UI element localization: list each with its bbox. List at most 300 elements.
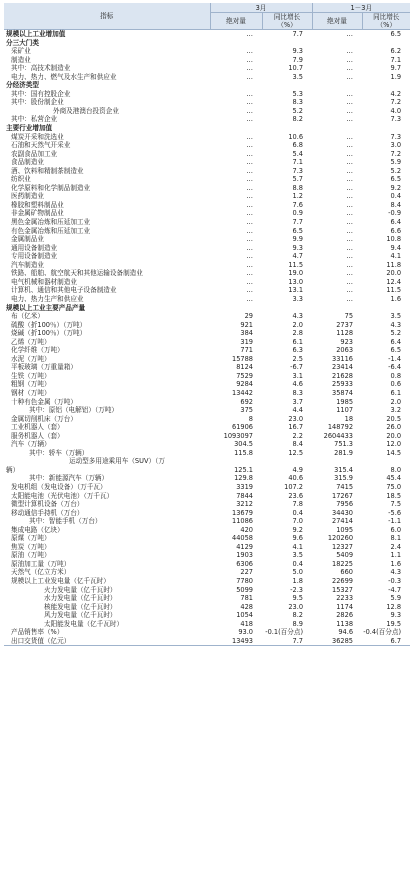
table-row bbox=[4, 90, 410, 99]
march-absolute: … bbox=[246, 226, 253, 235]
march-absolute: 7780 bbox=[236, 577, 253, 585]
indicator-name: 水力发电量（亿千瓦时） bbox=[44, 594, 117, 603]
march-growth: 0.4 bbox=[292, 559, 304, 568]
indicator-name: 其中：私营企业 bbox=[11, 115, 58, 124]
table-row bbox=[4, 175, 410, 184]
march-growth: 13.0 bbox=[288, 277, 304, 286]
indicator-name: 布（亿米） bbox=[11, 312, 44, 321]
q1-absolute: … bbox=[346, 218, 354, 227]
march-absolute: … bbox=[246, 269, 253, 278]
march-absolute: 384 bbox=[240, 329, 253, 338]
q1-growth: 4.3 bbox=[390, 320, 402, 329]
q1-growth: 3.0 bbox=[390, 141, 402, 150]
march-growth: 2.2 bbox=[292, 431, 304, 440]
march-absolute: … bbox=[246, 235, 253, 244]
q1-growth: 6.4 bbox=[390, 337, 402, 346]
q1-growth bbox=[362, 457, 410, 466]
q1-absolute: 1107 bbox=[336, 406, 354, 415]
q1-growth: 6.0 bbox=[390, 525, 402, 534]
q1-absolute: … bbox=[346, 175, 354, 184]
table-row bbox=[4, 363, 410, 372]
indicator-name: 专用设备制造业 bbox=[11, 252, 58, 261]
march-growth: 7.7 bbox=[262, 637, 312, 646]
march-absolute: 418 bbox=[240, 619, 253, 628]
q1-growth: 6.5 bbox=[390, 346, 402, 355]
q1-growth: -0.3 bbox=[388, 577, 402, 585]
march-growth: 1.2 bbox=[292, 192, 304, 201]
table-row bbox=[4, 167, 410, 176]
march-growth: 6.1 bbox=[292, 337, 304, 346]
march-growth: 8.4 bbox=[292, 440, 304, 449]
march-growth: 8.3 bbox=[292, 388, 304, 397]
table-row bbox=[4, 304, 410, 313]
table-row bbox=[4, 380, 410, 389]
q1-growth: 11.8 bbox=[386, 260, 402, 269]
q1-absolute: 33116 bbox=[332, 354, 354, 363]
table-row bbox=[4, 150, 410, 159]
march-growth: 7.6 bbox=[292, 200, 304, 209]
march-growth: 3.7 bbox=[292, 397, 304, 406]
q1-absolute: 35874 bbox=[332, 388, 354, 397]
table-row bbox=[4, 423, 410, 432]
march-absolute: … bbox=[246, 260, 253, 269]
q1-growth: 11.5 bbox=[386, 286, 402, 295]
table-row bbox=[4, 611, 410, 620]
q1-growth: 9.4 bbox=[390, 243, 402, 252]
q1-growth: 6.6 bbox=[390, 226, 402, 235]
march-absolute: 9284 bbox=[236, 380, 253, 389]
q1-growth: 8.0 bbox=[390, 465, 402, 474]
indicator-name: 原煤（万吨） bbox=[11, 534, 51, 543]
march-absolute: 7529 bbox=[236, 371, 253, 380]
table-row bbox=[4, 30, 410, 39]
march-growth: 2.8 bbox=[292, 329, 304, 338]
table-header bbox=[4, 3, 410, 30]
march-growth: 9.3 bbox=[292, 243, 304, 252]
table-row bbox=[4, 620, 410, 629]
march-absolute: 93.0 bbox=[238, 628, 253, 637]
indicator-name: 微型计算机设备（万台） bbox=[11, 500, 84, 509]
q1-growth: -5.6 bbox=[388, 508, 402, 517]
q1-absolute: … bbox=[346, 252, 354, 261]
indicator-name: 分三大门类 bbox=[6, 38, 39, 47]
q1-growth: 2.4 bbox=[390, 542, 402, 551]
indicator-name: 石油和天然气开采业 bbox=[11, 141, 71, 150]
table-row bbox=[4, 534, 410, 543]
march-absolute: … bbox=[246, 158, 253, 167]
march-growth: 23.6 bbox=[288, 491, 304, 500]
q1-growth: 18.5 bbox=[386, 491, 402, 500]
table-row bbox=[4, 184, 410, 193]
table-row bbox=[4, 603, 410, 612]
indicator-name: 烧碱（折100％）（万吨） bbox=[11, 329, 87, 338]
q1-absolute: … bbox=[346, 166, 354, 175]
q1-absolute: … bbox=[346, 141, 354, 150]
q1-growth: -6.4 bbox=[388, 363, 402, 372]
table-row bbox=[4, 577, 410, 586]
march-absolute: … bbox=[246, 55, 253, 64]
march-growth: 0.4 bbox=[292, 508, 304, 517]
table-row bbox=[4, 81, 410, 90]
indicator-name bbox=[4, 457, 210, 466]
table-row bbox=[4, 594, 410, 603]
table-row bbox=[4, 47, 410, 56]
march-growth: 6.3 bbox=[292, 346, 304, 355]
q1-growth: 0.4 bbox=[390, 192, 402, 201]
march-growth: 0.9 bbox=[292, 209, 304, 218]
q1-growth: 6.7 bbox=[362, 637, 410, 646]
q1-growth: 9.2 bbox=[390, 183, 402, 192]
q1-absolute: … bbox=[346, 260, 354, 269]
growth-header-unit: （%） bbox=[376, 21, 396, 29]
q1-absolute: … bbox=[346, 98, 354, 107]
growth-header-label: 同比增长 bbox=[373, 13, 400, 21]
growth-header-march bbox=[262, 13, 312, 30]
indicator-name: 农副食品加工业 bbox=[11, 149, 58, 158]
march-absolute: … bbox=[246, 115, 253, 124]
q1-growth: 3.2 bbox=[390, 406, 402, 415]
march-growth: 3.1 bbox=[292, 371, 304, 380]
indicator-name: 医药制造业 bbox=[11, 192, 44, 201]
indicator-name: 电力、热力生产和供应业 bbox=[11, 294, 84, 303]
q1-absolute: 34430 bbox=[332, 508, 354, 517]
march-absolute: 692 bbox=[240, 397, 253, 406]
indicator-name: 非金属矿物制品业 bbox=[11, 209, 64, 218]
q1-absolute: … bbox=[346, 132, 354, 141]
table-row bbox=[4, 474, 410, 483]
q1-growth: 7.1 bbox=[390, 55, 402, 64]
march-absolute: 375 bbox=[240, 406, 253, 415]
indicator-name: 其中：股份制企业 bbox=[11, 98, 64, 107]
q1-absolute: 25933 bbox=[332, 380, 354, 389]
table-row bbox=[4, 389, 410, 398]
march-absolute: … bbox=[246, 209, 253, 218]
march-growth: 3.3 bbox=[292, 294, 304, 303]
march-absolute bbox=[210, 457, 262, 466]
table-row bbox=[4, 509, 410, 518]
march-growth: 40.6 bbox=[288, 474, 304, 483]
table-row bbox=[4, 321, 410, 330]
table-row bbox=[4, 295, 410, 304]
table-row bbox=[4, 398, 410, 407]
march-absolute: 3212 bbox=[236, 500, 253, 509]
march-absolute: … bbox=[246, 252, 253, 261]
table-row bbox=[4, 457, 410, 466]
march-absolute bbox=[210, 304, 262, 313]
indicator-name: 粗钢（万吨） bbox=[11, 380, 51, 389]
q1-absolute: 923 bbox=[340, 337, 354, 346]
table-row bbox=[4, 141, 410, 150]
indicator-name: 出口交货值（亿元） bbox=[4, 637, 210, 646]
march-growth bbox=[262, 304, 312, 313]
q1-absolute: 1985 bbox=[336, 397, 354, 406]
q1-growth: 26.0 bbox=[386, 423, 402, 432]
q1-growth: 12.8 bbox=[386, 602, 402, 611]
march-growth: 5.4 bbox=[292, 149, 304, 158]
indicator-name: 黑色金属冶炼和压延加工业 bbox=[11, 218, 91, 227]
q1-growth: 7.3 bbox=[390, 115, 402, 124]
indicator-name: 电气机械和器材制造业 bbox=[11, 277, 77, 286]
march-growth: 4.6 bbox=[292, 380, 304, 389]
indicator-name: 其中：原铝（电解铝）（万吨） bbox=[29, 406, 119, 415]
q1-absolute: 2233 bbox=[336, 594, 354, 603]
q1-absolute: … bbox=[346, 72, 354, 81]
indicator-name: 钢材（万吨） bbox=[11, 388, 51, 397]
table-row bbox=[4, 115, 410, 124]
q1-absolute bbox=[312, 81, 362, 90]
table-row bbox=[4, 329, 410, 338]
growth-header-label: 同比增长 bbox=[273, 13, 301, 21]
table-row bbox=[4, 252, 410, 261]
table-row bbox=[4, 637, 410, 646]
indicator-name: 主要行业增加值 bbox=[6, 124, 53, 133]
indicator-name: 天然气（亿立方米） bbox=[11, 568, 71, 577]
q1-absolute: … bbox=[346, 294, 354, 303]
march-growth: 7.9 bbox=[292, 55, 304, 64]
march-absolute: 125.1 bbox=[234, 465, 253, 474]
march-growth: 3.5 bbox=[292, 551, 304, 560]
table-row bbox=[4, 64, 410, 73]
march-absolute: 420 bbox=[240, 525, 253, 534]
indicator-name: 乙烯（万吨） bbox=[11, 337, 51, 346]
q1-growth bbox=[362, 81, 410, 90]
q1-growth: 5.9 bbox=[390, 158, 402, 167]
march-absolute: 11086 bbox=[232, 517, 253, 526]
table-row bbox=[4, 98, 410, 107]
q1-growth: -0.9 bbox=[388, 209, 402, 218]
q1-absolute: … bbox=[346, 115, 354, 124]
q1-growth: 14.5 bbox=[386, 448, 402, 457]
march-growth: 23.0 bbox=[288, 602, 304, 611]
march-absolute: 304.5 bbox=[234, 440, 253, 449]
table-row bbox=[4, 406, 410, 415]
q1-absolute: 75 bbox=[344, 312, 354, 321]
march-absolute: 781 bbox=[240, 594, 253, 603]
march-absolute: … bbox=[246, 286, 253, 295]
march-absolute: … bbox=[246, 277, 253, 286]
march-growth: 7.0 bbox=[292, 517, 304, 526]
q1-absolute: 7415 bbox=[336, 482, 354, 491]
indicator-name: 橡胶和塑料制品业 bbox=[11, 200, 64, 209]
march-absolute: 771 bbox=[240, 346, 253, 355]
march-growth: 4.1 bbox=[292, 542, 304, 551]
march-growth: 16.7 bbox=[288, 423, 304, 432]
q1-absolute: … bbox=[346, 269, 354, 278]
q1-absolute: 17267 bbox=[332, 491, 354, 500]
q1-growth: 6.1 bbox=[390, 388, 402, 397]
march-growth: 9.5 bbox=[292, 594, 304, 603]
q1-growth: 1.6 bbox=[390, 294, 402, 303]
q1-absolute: … bbox=[346, 89, 354, 98]
indicator-name: 原油加工量（万吨） bbox=[11, 559, 71, 568]
q1-absolute: 22699 bbox=[332, 577, 354, 585]
table-row bbox=[4, 133, 410, 142]
q1-growth: 20.0 bbox=[386, 269, 402, 278]
march-absolute: 319 bbox=[240, 337, 253, 346]
march-growth: 8.3 bbox=[292, 98, 304, 107]
table-row bbox=[4, 209, 410, 218]
q1-growth: 6.4 bbox=[390, 218, 402, 227]
march-growth: 7.1 bbox=[292, 158, 304, 167]
march-absolute: 8 bbox=[248, 414, 253, 423]
q1-absolute: 1174 bbox=[336, 602, 354, 611]
indicator-name: 水泥（万吨） bbox=[11, 354, 51, 363]
march-absolute: 8124 bbox=[236, 363, 253, 372]
indicator-name: 平板玻璃（万重量箱） bbox=[11, 363, 77, 372]
q1-growth: 12.0 bbox=[386, 440, 402, 449]
march-growth: 7.8 bbox=[292, 500, 304, 509]
march-absolute: 13679 bbox=[232, 508, 253, 517]
table-row bbox=[4, 39, 410, 48]
march-absolute: … bbox=[246, 30, 253, 38]
indicator-name: 十种有色金属（万吨） bbox=[11, 397, 77, 406]
table-row bbox=[4, 201, 410, 210]
q1-growth bbox=[362, 39, 410, 48]
q1-absolute: 1128 bbox=[336, 329, 354, 338]
march-absolute: 3319 bbox=[236, 482, 253, 491]
indicator-name: 酒、饮料和精制茶制造业 bbox=[11, 166, 84, 175]
q1-growth: 5.2 bbox=[390, 329, 402, 338]
march-absolute: … bbox=[246, 166, 253, 175]
indicator-name: 外商及港澳台投资企业 bbox=[53, 106, 119, 115]
q1-growth: 4.3 bbox=[390, 568, 402, 577]
table-row bbox=[4, 124, 410, 133]
q1-absolute: … bbox=[346, 200, 354, 209]
indicator-name: 规模以上工业增加值 bbox=[6, 30, 66, 38]
march-growth: 4.9 bbox=[292, 465, 304, 474]
march-growth: 11.5 bbox=[288, 260, 304, 269]
q1-absolute: … bbox=[346, 47, 354, 56]
march-growth: 2.5 bbox=[292, 354, 304, 363]
march-absolute: … bbox=[246, 106, 253, 115]
march-growth: 13.1 bbox=[288, 286, 304, 295]
q1-growth: 7.2 bbox=[390, 149, 402, 158]
indicator-name: 有色金属冶炼和压延加工业 bbox=[11, 226, 91, 235]
indicator-name: 生铁（万吨） bbox=[11, 371, 51, 380]
q1-growth: 45.4 bbox=[386, 474, 402, 483]
march-absolute: 921 bbox=[240, 320, 253, 329]
q1-absolute: 2826 bbox=[336, 611, 354, 620]
march-absolute: … bbox=[246, 98, 253, 107]
q1-growth: 9.3 bbox=[390, 611, 402, 620]
q1-absolute: … bbox=[346, 243, 354, 252]
march-absolute: … bbox=[246, 132, 253, 141]
indicator-name: 分经济类型 bbox=[6, 81, 39, 90]
table-row bbox=[4, 192, 410, 201]
march-growth: 12.5 bbox=[288, 448, 304, 457]
q1-absolute: 23414 bbox=[332, 363, 354, 372]
march-absolute bbox=[210, 39, 262, 48]
period-q1-header: 1－3月 bbox=[312, 3, 410, 13]
indicator-name: 辆） bbox=[6, 465, 20, 474]
q1-absolute: 7956 bbox=[336, 500, 354, 509]
march-absolute: 61906 bbox=[232, 423, 253, 432]
statistics-table-page bbox=[4, 3, 410, 646]
march-growth bbox=[262, 39, 312, 48]
march-growth: 8.2 bbox=[292, 115, 304, 124]
march-absolute: 13442 bbox=[232, 388, 253, 397]
march-absolute: 6306 bbox=[236, 559, 253, 568]
march-absolute: … bbox=[246, 294, 253, 303]
q1-growth: -1.1 bbox=[388, 517, 402, 526]
march-absolute: 115.8 bbox=[234, 448, 253, 457]
q1-growth: 7.3 bbox=[390, 132, 402, 141]
q1-absolute: 315.9 bbox=[334, 474, 354, 483]
march-absolute bbox=[210, 81, 262, 90]
march-absolute: … bbox=[246, 72, 253, 81]
march-growth: 19.0 bbox=[288, 269, 304, 278]
q1-absolute: 2737 bbox=[336, 320, 354, 329]
q1-growth: 2.0 bbox=[390, 397, 402, 406]
indicator-name: 集成电路（亿块） bbox=[11, 525, 64, 534]
table-row bbox=[4, 244, 410, 253]
q1-absolute: 12327 bbox=[332, 542, 354, 551]
march-growth: 10.7 bbox=[288, 64, 304, 73]
q1-growth bbox=[362, 124, 410, 133]
table-row bbox=[4, 432, 410, 441]
period-march-header: 3月 bbox=[210, 3, 312, 13]
march-growth: 5.2 bbox=[292, 106, 304, 115]
q1-absolute: 281.9 bbox=[334, 448, 354, 457]
table-row bbox=[4, 492, 410, 501]
march-growth bbox=[262, 81, 312, 90]
q1-absolute: … bbox=[346, 55, 354, 64]
indicator-name: 规模以上工业发电量（亿千瓦时） bbox=[11, 577, 110, 585]
march-absolute: 1093097 bbox=[223, 431, 253, 440]
march-growth bbox=[262, 124, 312, 133]
march-growth: 8.9 bbox=[292, 619, 304, 628]
march-absolute: 29 bbox=[244, 312, 253, 321]
q1-growth: -4.7 bbox=[388, 585, 402, 594]
march-growth: -0.1(百分点) bbox=[265, 628, 304, 637]
table-row bbox=[4, 372, 410, 381]
march-growth: 9.6 bbox=[292, 534, 304, 543]
table-row bbox=[4, 235, 410, 244]
table-row bbox=[4, 312, 410, 321]
indicator-name-text: 运动型多用途乘用车（SUV）（万 bbox=[69, 457, 165, 466]
q1-absolute: 315.4 bbox=[334, 465, 354, 474]
march-absolute: … bbox=[246, 192, 253, 201]
march-absolute: 129.8 bbox=[234, 474, 253, 483]
march-growth bbox=[262, 457, 312, 466]
table-row bbox=[4, 346, 410, 355]
indicator-name: 原油（万吨） bbox=[11, 551, 51, 560]
q1-absolute: … bbox=[346, 286, 354, 295]
march-absolute: 13493 bbox=[210, 637, 262, 646]
q1-growth: 6.5 bbox=[390, 30, 402, 38]
table-row bbox=[4, 227, 410, 236]
q1-absolute: 21628 bbox=[332, 371, 354, 380]
indicator-name: 化学纤维（万吨） bbox=[11, 346, 64, 355]
q1-absolute bbox=[312, 124, 362, 133]
table-row bbox=[4, 440, 410, 449]
indicator-name: 风力发电量（亿千瓦时） bbox=[44, 611, 117, 620]
q1-absolute bbox=[312, 39, 362, 48]
q1-absolute: … bbox=[346, 158, 354, 167]
indicator-name: 其中：国有控股企业 bbox=[11, 89, 71, 98]
march-absolute: 15788 bbox=[232, 354, 253, 363]
indicator-name: 计算机、通信和其他电子设备制造业 bbox=[11, 286, 117, 295]
table-row bbox=[4, 543, 410, 552]
indicator-name: 食品制造业 bbox=[11, 158, 44, 167]
march-growth: 23.0 bbox=[288, 414, 304, 423]
q1-growth: 10.8 bbox=[386, 235, 402, 244]
table-row bbox=[4, 158, 410, 167]
indicator-name: 纺织业 bbox=[11, 175, 31, 184]
absolute-header-q1: 绝对量 bbox=[312, 13, 362, 30]
q1-growth: 5.2 bbox=[390, 166, 402, 175]
q1-growth: 7.5 bbox=[390, 500, 402, 509]
